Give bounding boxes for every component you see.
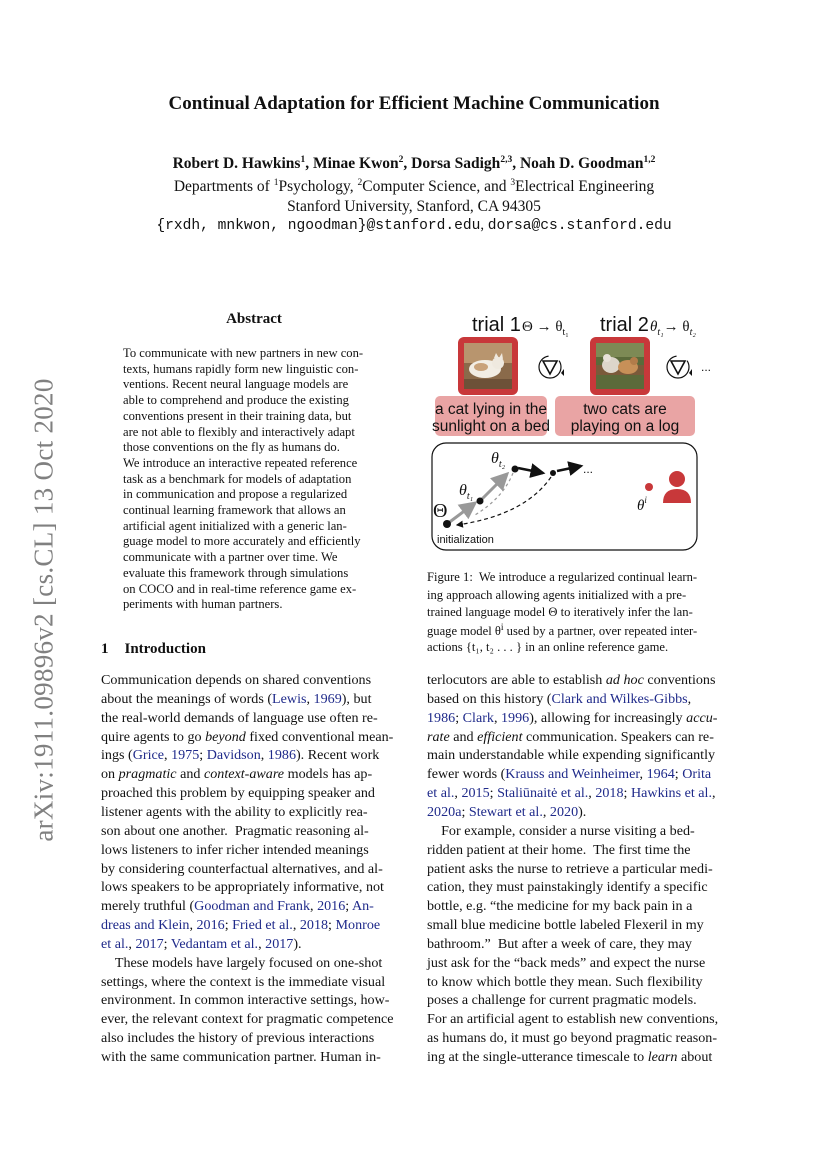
paper-title: Continual Adaptation for Efficient Machine Communication [168, 93, 660, 114]
citation-link[interactable]: 2020 [549, 803, 579, 820]
citation-link[interactable]: et al. [101, 935, 129, 952]
author-emails[interactable]: {rxdh, mnkwon, ngoodman}@stanford.edu, dorsa@cs.stanford.edu [156, 217, 672, 234]
trial1-image [458, 337, 518, 395]
abstract-line: communicate with a partner over time. We [123, 550, 338, 565]
citation-link[interactable]: 2018 [299, 917, 329, 934]
abstract-line: are not able to flexibly and interactively adapt [123, 424, 355, 439]
trial2-update: $\theta_{t_1}\to \theta_{t_2}$ [650, 319, 696, 338]
text-line: proached this problem by equipping speaker and [101, 785, 375, 802]
citation-link[interactable]: Krauss and Weinheimer [505, 766, 640, 783]
abstract-line: in communication and propose a regularized [123, 487, 348, 502]
gradient-icon [667, 356, 692, 378]
abstract-line: To communicate with new partners in new con- [123, 346, 364, 360]
author-name: Robert D. Hawkins [172, 155, 301, 173]
citation-link[interactable]: Hawkins et al. [630, 785, 712, 802]
trial-ellipsis: ... [701, 360, 712, 374]
abstract-line: evaluate this framework through simulations [123, 565, 349, 580]
text-line: bathroom.” But after a week of care, they may [427, 935, 692, 952]
caption-line: trained language model Θ to iteratively infer the lan- [427, 605, 693, 619]
arxiv-stamp [18, 360, 70, 860]
figure-1 [425, 303, 735, 553]
citation-link[interactable]: 1964 [646, 766, 675, 783]
citation-link[interactable]: 2017 [135, 935, 164, 952]
text-line: quire agents to go beyond fixed conventional mean- [101, 728, 394, 745]
arxiv-id: arXiv:1911.09896v2 [cs.CL] 13 Oct 2020 [28, 378, 59, 842]
citation-link[interactable]: An- [351, 898, 374, 915]
text-line: ings (Grice, 1975; Davidson, 1986). Recent work [101, 747, 380, 764]
citation-link[interactable]: Vedantam et al. [170, 935, 259, 952]
citation-link[interactable]: Staliūnaitė et al. [497, 785, 589, 802]
section-heading: 1 Introduction [101, 641, 206, 657]
text-line: 1986; Clark, 1996), allowing for increasingly accu- [427, 709, 718, 726]
abstract-line: We introduce an interactive repeated reference [123, 455, 358, 470]
caption-line: guage model $\theta^i$ used by a partner, over repeated inter- [427, 622, 698, 638]
citation-link[interactable]: Fried et al. [232, 917, 293, 934]
citation-link[interactable]: Goodman and Frank [194, 898, 311, 915]
citation-link[interactable]: 1969 [313, 690, 342, 707]
text-line: settings, where the context is the immediate visual [101, 973, 386, 990]
text-line: lows speakers to be appropriately informative, not [101, 879, 384, 896]
text-line: the real-world demands of language use often re- [101, 709, 378, 726]
utterance-2b: playing on a log [570, 418, 680, 435]
caption-line: ing approach allowing agents initialized with a pre- [427, 587, 687, 602]
text-line: ridden patient at their home. The first time the [427, 841, 691, 858]
citation-link[interactable]: Davidson [206, 747, 261, 764]
text-line: terlocutors are able to establish ad hoc conventions [427, 672, 716, 688]
abstract-line: guage model to more accurately and efficiently [123, 534, 361, 549]
text-line: ever, the relevant context for pragmatic competence [101, 1011, 394, 1028]
citation-link[interactable]: 2018 [595, 785, 624, 802]
caption-line: actions {t₁, t₂ . . . } in an online reference game. [427, 640, 669, 654]
abstract-line: those conventions on the fly as humans do. [123, 440, 340, 455]
text-line: fewer words (Krauss and Weinheimer, 1964; Orita [427, 766, 712, 783]
affiliation-departments: Departments of $^1$Psychology, $^2$Computer Science, and $^3$Electrical Engineering [173, 178, 655, 196]
abstract-heading: Abstract [226, 311, 282, 327]
text-line: poses a challenge for current pragmatic models. [427, 992, 697, 1009]
citation-link[interactable]: 2017 [265, 935, 294, 952]
citation-link[interactable]: 2015 [461, 785, 490, 802]
theta-partner-symbol: $\theta^i$ [637, 495, 647, 514]
text-line: lows listeners to infer richer intended meanings [101, 841, 369, 858]
text-line: ing at the single-utterance timescale to learn about [427, 1049, 713, 1065]
abstract-line: ventions. Recent neural language models are [123, 377, 349, 392]
citation-link[interactable]: Orita [682, 766, 712, 783]
citation-link[interactable]: Clark and Wilkes-Gibbs [551, 690, 688, 707]
text-line: also includes the history of previous interactions [101, 1030, 375, 1047]
citation-link[interactable]: 1986 [267, 747, 296, 764]
text-line: 2020a; Stewart et al., 2020). [427, 803, 587, 820]
abstract-line: artificial agent initialized with a generic lan- [123, 518, 347, 533]
theta-t2-symbol: $\theta_{t_2}$ [491, 450, 506, 470]
abstract-line: task as a benchmark for models of adaptation [123, 471, 352, 486]
text-line: as humans do, it must go beyond pragmatic reason- [427, 1030, 718, 1047]
citation-link[interactable]: 2016 [317, 898, 346, 915]
author-name: Noah D. Goodman [519, 155, 644, 173]
text-line: listener agents with the ability to explicitly rea- [101, 803, 368, 820]
text-line: with the same communication partner. Human in- [101, 1049, 381, 1065]
text-line: cation, they must painstakingly identify a specific [427, 879, 708, 896]
abstract-line: continual learning framework that allows an [123, 503, 346, 517]
initialization-label: initialization [437, 534, 494, 546]
path-ellipsis: ... [583, 462, 594, 476]
utterance-1a: a cat lying in the [434, 401, 548, 418]
abstract-line: conventions present in their training data, but [123, 408, 352, 423]
author-name: Minae Kwon [312, 155, 399, 173]
text-line: small blue medicine bottle labeled Flexeril in my [427, 917, 704, 934]
citation-link[interactable]: Monroe [335, 917, 381, 934]
citation-link[interactable]: Stewart et al. [468, 803, 543, 820]
text-line: dreas and Klein, 2016; Fried et al., 2018; Monroe [101, 917, 381, 934]
text-line: rate and efficient communication. Speakers can re- [427, 728, 714, 745]
text-line: based on this history (Clark and Wilkes-Gibbs, [427, 690, 692, 707]
citation-link[interactable]: 2016 [196, 917, 225, 934]
trial1-update: $\Theta \to \theta_{t_1}$ [522, 319, 569, 338]
citation-link[interactable]: 2020a [427, 803, 462, 820]
text-line: about the meanings of words (Lewis, 1969), but [101, 690, 372, 707]
affiliation-university: Stanford University, Stanford, CA 94305 [287, 198, 541, 215]
text-line: For an artificial agent to establish new conventions, [427, 1011, 719, 1028]
trial2-image [590, 337, 650, 395]
abstract-line: texts, humans rapidly form new linguistic con- [123, 361, 359, 376]
theta-t1-symbol: $\theta_{t_1}$ [459, 482, 474, 502]
utterance-1b: sunlight on a bed [431, 418, 551, 435]
text-line: to know which bottle they mean. Such flexibility [427, 973, 703, 990]
abstract-line: periments with human partners. [123, 597, 283, 612]
trial1-label: trial 1 [472, 314, 521, 336]
trial2-label: trial 2 [600, 314, 649, 336]
text-line: patient asks the nurse to retrieve a particular medi- [427, 860, 713, 877]
citation-link[interactable]: et al. [427, 785, 455, 802]
citation-link[interactable]: dreas and Klein [101, 917, 190, 934]
abstract-line: on COCO and in real-time reference game ex- [123, 581, 357, 596]
text-line: just ask for the “back meds” and expect the nurse [427, 954, 706, 971]
partner-model-dot [645, 483, 653, 491]
text-line: main understandable while expending significantly [427, 747, 716, 764]
utterance-2a: two cats are [583, 401, 667, 418]
citation-link[interactable]: 1975 [171, 747, 200, 764]
text-line: For example, consider a nurse visiting a bed- [427, 822, 695, 839]
text-line: et al., 2015; Staliūnaitė et al., 2018; Hawkins et al., [427, 785, 716, 802]
author-name: Dorsa Sadigh [411, 155, 501, 173]
text-line: et al., 2017; Vedantam et al., 2017). [101, 935, 302, 952]
text-line: Communication depends on shared conventions [101, 672, 372, 688]
gradient-icon [539, 356, 564, 378]
text-line: by considering counterfactual alternatives, and al- [101, 860, 383, 877]
citation-link[interactable]: Clark [462, 709, 494, 726]
text-line: on pragmatic and context-aware models has ap- [101, 766, 373, 783]
text-line: environment. In common interactive settings, how- [101, 992, 390, 1009]
citation-link[interactable]: Lewis [272, 690, 307, 707]
author-list: Robert D. Hawkins$^1$, Minae Kwon$^2$, Dorsa Sadigh$^{2,3}$, Noah D. Goodman$^{1,2}$ [172, 155, 656, 173]
abstract-line: able to comprehend and produce the existing [123, 393, 349, 408]
theta-init-symbol: Θ [433, 500, 448, 522]
text-line: These models have largely focused on one-shot [101, 954, 383, 971]
citation-link[interactable]: 1996 [501, 709, 530, 726]
text-line: merely truthful (Goodman and Frank, 2016; An- [101, 898, 374, 915]
citation-link[interactable]: Grice [132, 747, 165, 764]
text-line: bottle, e.g. “the medicine for my back pain in a [427, 898, 693, 915]
text-line: son about one another. Pragmatic reasoning al- [101, 822, 369, 839]
caption-line: Figure 1: We introduce a regularized continual learn- [427, 570, 698, 584]
citation-link[interactable]: 1986 [427, 709, 456, 726]
